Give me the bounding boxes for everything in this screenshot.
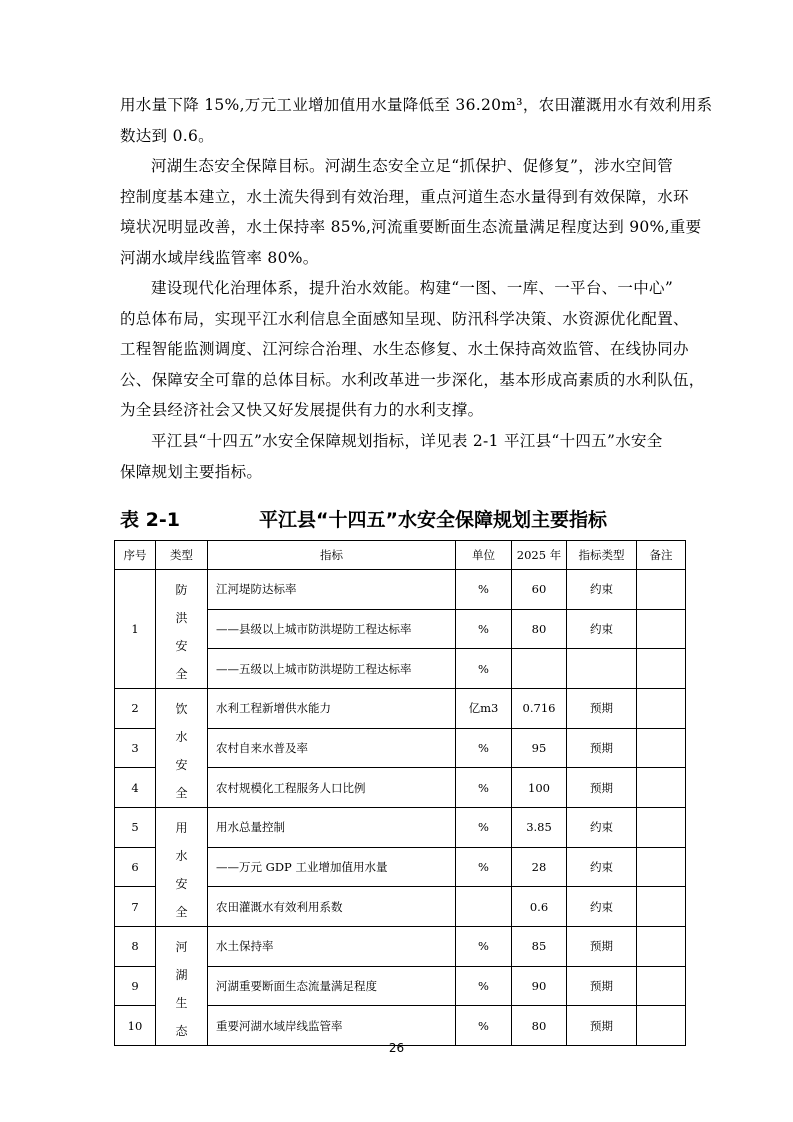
header-seq: 序号 bbox=[115, 541, 156, 570]
cell-kind: 约束 bbox=[567, 887, 637, 927]
header-note: 备注 bbox=[637, 541, 686, 570]
category-char: 河 bbox=[175, 940, 188, 954]
cell-indicator: ——五级以上城市防洪堤防工程达标率 bbox=[208, 649, 456, 689]
table-header-row bbox=[115, 541, 686, 570]
cell-value: 100 bbox=[512, 768, 567, 808]
cell-note bbox=[637, 768, 686, 808]
cell-value: 95 bbox=[512, 728, 567, 768]
text-line: 平江县“十四五”水安全保障规划指标，详见表 2-1 平江县“十四五”水安全 bbox=[151, 432, 663, 450]
table-row bbox=[115, 808, 686, 848]
cell-value: 80 bbox=[512, 609, 567, 649]
cell-category-water-use bbox=[156, 808, 208, 927]
cell-value: 85 bbox=[512, 927, 567, 967]
category-char: 洪 bbox=[175, 611, 188, 625]
cell-kind: 约束 bbox=[567, 808, 637, 848]
cell-note bbox=[637, 927, 686, 967]
text-line: 工程智能监测调度、江河综合治理、水生态修复、水土保持高效监管、在线协同办 bbox=[120, 340, 689, 358]
cell-unit: % bbox=[456, 966, 512, 1006]
cell-kind: 预期 bbox=[567, 1006, 637, 1046]
table-number: 表 2-1 bbox=[120, 509, 180, 531]
table-caption bbox=[120, 505, 680, 533]
cell-note bbox=[637, 728, 686, 768]
cell-unit: % bbox=[456, 768, 512, 808]
cell-unit: % bbox=[456, 927, 512, 967]
category-char: 全 bbox=[175, 905, 188, 919]
category-char: 生 bbox=[175, 996, 188, 1010]
paragraph-water-use bbox=[120, 90, 713, 151]
category-char: 安 bbox=[175, 639, 188, 653]
page-number: 26 bbox=[388, 1041, 405, 1055]
cell-kind: 预期 bbox=[567, 927, 637, 967]
category-char: 饮 bbox=[175, 702, 188, 716]
cell-unit: % bbox=[456, 570, 512, 610]
category-char: 全 bbox=[175, 667, 188, 681]
category-char: 安 bbox=[175, 758, 188, 772]
cell-unit: % bbox=[456, 609, 512, 649]
text-line: 数达到 0.6。 bbox=[120, 126, 214, 145]
cell-seq: 2 bbox=[115, 689, 156, 729]
cell-value: 60 bbox=[512, 570, 567, 610]
cell-note bbox=[637, 1006, 686, 1046]
text-line: 建设现代化治理体系，提升治水效能。构建“一图、一库、一平台、一中心” bbox=[151, 279, 674, 297]
paragraph-table-reference bbox=[120, 426, 680, 487]
cell-kind: 预期 bbox=[567, 689, 637, 729]
category-char: 全 bbox=[175, 786, 188, 800]
text-line: 公、保障安全可靠的总体目标。水利改革进一步深化，基本形成高素质的水利队伍， bbox=[120, 370, 705, 389]
cell-indicator: ——万元 GDP 工业增加值用水量 bbox=[208, 847, 456, 887]
cell-seq: 10 bbox=[115, 1006, 156, 1046]
cell-note bbox=[637, 966, 686, 1006]
cell-indicator: 江河堤防达标率 bbox=[208, 570, 456, 610]
header-indicator-kind: 指标类型 bbox=[567, 541, 637, 570]
text-line: 为全县经济社会又快又好发展提供有力的水利支撑。 bbox=[120, 401, 484, 419]
cell-kind: 预期 bbox=[567, 728, 637, 768]
cell-seq: 9 bbox=[115, 966, 156, 1006]
text-line: 河湖生态安全保障目标。河湖生态安全立足“抓保护、促修复”，涉水空间管 bbox=[151, 157, 674, 175]
category-char: 态 bbox=[175, 1024, 188, 1038]
table-row bbox=[115, 570, 686, 610]
cell-seq: 4 bbox=[115, 768, 156, 808]
cell-value: 28 bbox=[512, 847, 567, 887]
text-line: 的总体布局，实现平江水利信息全面感知呈现、防汛科学决策、水资源优化配置、 bbox=[120, 309, 689, 328]
cell-unit: % bbox=[456, 728, 512, 768]
cell-value: 80 bbox=[512, 1006, 567, 1046]
cell-indicator: ——县级以上城市防洪堤防工程达标率 bbox=[208, 609, 456, 649]
cell-value: 90 bbox=[512, 966, 567, 1006]
indicator-table bbox=[114, 540, 686, 1046]
cell-unit: % bbox=[456, 1006, 512, 1046]
cell-indicator: 水利工程新增供水能力 bbox=[208, 689, 456, 729]
cell-kind: 约束 bbox=[567, 570, 637, 610]
cell-category-flood-safety bbox=[156, 570, 208, 689]
cell-category-river-lake-ecology bbox=[156, 927, 208, 1046]
cell-note bbox=[637, 649, 686, 689]
category-char: 水 bbox=[175, 849, 188, 863]
text-line: 河湖水域岸线监管率 80%。 bbox=[120, 248, 319, 267]
paragraph-modern-governance bbox=[120, 273, 705, 426]
category-char: 安 bbox=[175, 877, 188, 891]
cell-kind bbox=[567, 649, 637, 689]
cell-value bbox=[512, 649, 567, 689]
category-char: 用 bbox=[175, 821, 188, 835]
table-title: 平江县“十四五”水安全保障规划主要指标 bbox=[259, 509, 607, 531]
cell-indicator: 重要河湖水域岸线监管率 bbox=[208, 1006, 456, 1046]
cell-kind: 预期 bbox=[567, 768, 637, 808]
cell-kind: 约束 bbox=[567, 847, 637, 887]
cell-seq: 3 bbox=[115, 728, 156, 768]
cell-seq: 1 bbox=[115, 570, 156, 689]
cell-note bbox=[637, 689, 686, 729]
cell-seq: 7 bbox=[115, 887, 156, 927]
cell-indicator: 农村自来水普及率 bbox=[208, 728, 456, 768]
cell-unit: % bbox=[456, 808, 512, 848]
cell-seq: 8 bbox=[115, 927, 156, 967]
table-row bbox=[115, 689, 686, 729]
cell-unit: % bbox=[456, 847, 512, 887]
cell-note bbox=[637, 609, 686, 649]
cell-indicator: 农村规模化工程服务人口比例 bbox=[208, 768, 456, 808]
paragraph-river-lake-ecology bbox=[120, 151, 702, 273]
cell-note bbox=[637, 847, 686, 887]
cell-note bbox=[637, 570, 686, 610]
cell-value: 0.6 bbox=[512, 887, 567, 927]
cell-unit: % bbox=[456, 649, 512, 689]
cell-note bbox=[637, 887, 686, 927]
cell-kind: 预期 bbox=[567, 966, 637, 1006]
header-category: 类型 bbox=[156, 541, 208, 570]
cell-kind: 约束 bbox=[567, 609, 637, 649]
cell-unit bbox=[456, 887, 512, 927]
table-row bbox=[115, 927, 686, 967]
text-line: 控制度基本建立，水土流失得到有效治理，重点河道生态水量得到有效保障，水环 bbox=[120, 187, 689, 206]
text-line: 保障规划主要指标。 bbox=[120, 462, 263, 481]
header-indicator: 指标 bbox=[208, 541, 456, 570]
cell-note bbox=[637, 808, 686, 848]
text-line: 用水量下降 15%,万元工业增加值用水量降低至 36.20m³，农田灌溉用水有效利用系 bbox=[120, 96, 713, 114]
cell-category-drinking-water bbox=[156, 689, 208, 808]
category-char: 防 bbox=[175, 583, 188, 597]
category-char: 水 bbox=[175, 730, 188, 744]
cell-indicator: 农田灌溉水有效利用系数 bbox=[208, 887, 456, 927]
header-unit: 单位 bbox=[456, 541, 512, 570]
category-char: 湖 bbox=[175, 968, 188, 982]
cell-value: 3.85 bbox=[512, 808, 567, 848]
cell-value: 0.716 bbox=[512, 689, 567, 729]
cell-indicator: 用水总量控制 bbox=[208, 808, 456, 848]
cell-indicator: 水土保持率 bbox=[208, 927, 456, 967]
header-target-2025: 2025 年 bbox=[512, 541, 567, 570]
cell-indicator: 河湖重要断面生态流量满足程度 bbox=[208, 966, 456, 1006]
cell-unit: 亿m3 bbox=[456, 689, 512, 729]
text-line: 境状况明显改善，水土保持率 85%,河流重要断面生态流量满足程度达到 90%,重要 bbox=[120, 218, 702, 236]
cell-seq: 5 bbox=[115, 808, 156, 848]
cell-seq: 6 bbox=[115, 847, 156, 887]
